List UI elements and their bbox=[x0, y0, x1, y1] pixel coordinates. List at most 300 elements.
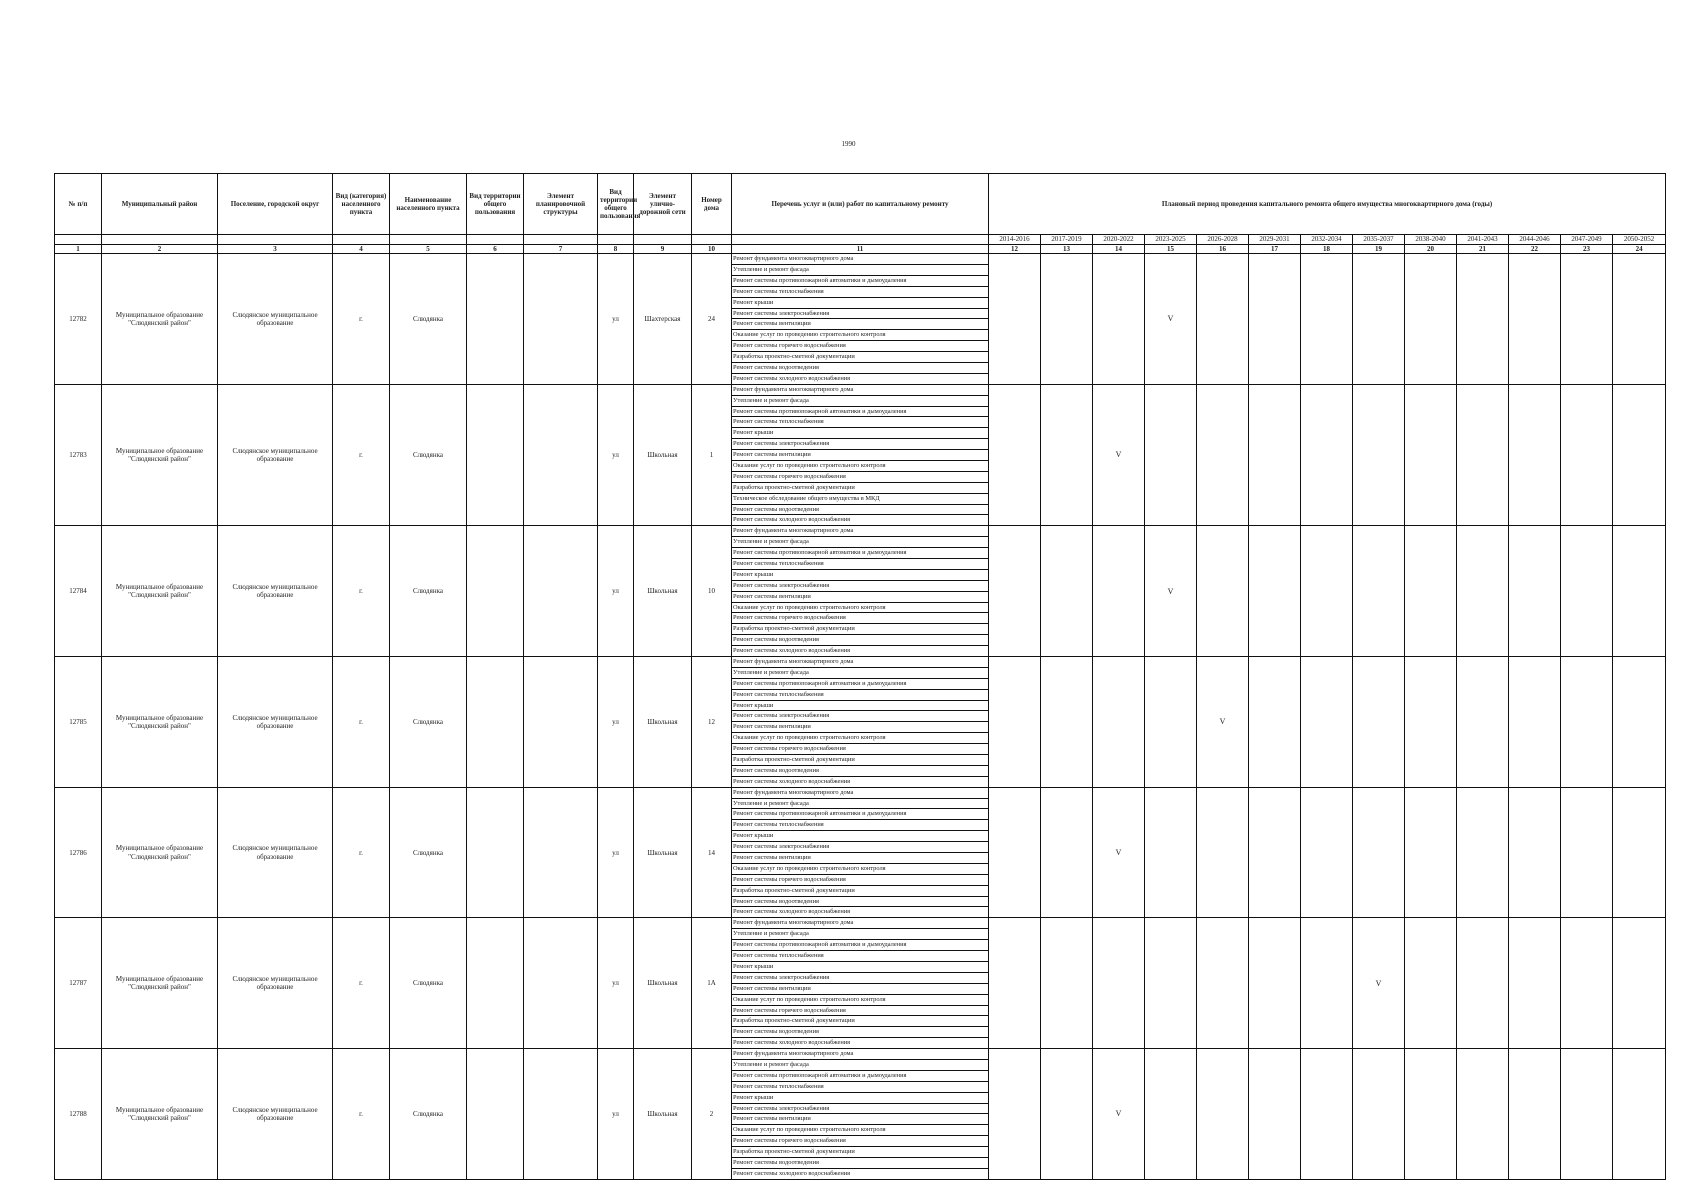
period-cell bbox=[1353, 1049, 1405, 1180]
work-item: Разработка проектно-сметной документации bbox=[732, 1016, 988, 1027]
period-cell bbox=[1249, 657, 1301, 788]
locality-cell: Слюдянка bbox=[390, 1049, 467, 1180]
settlement-cell: Слюдянское муниципальное образование bbox=[218, 787, 333, 918]
period-cell bbox=[1041, 384, 1093, 526]
period-cell bbox=[1301, 384, 1353, 526]
house-number-cell: 2 bbox=[692, 1049, 732, 1180]
work-item: Ремонт крыши bbox=[732, 831, 988, 842]
district-cell: Муниципальное образование "Слюдянский район" bbox=[102, 384, 218, 526]
work-item: Техническое обследование общего имущества в МКД bbox=[732, 494, 988, 505]
work-item: Утепление и ремонт фасада bbox=[732, 265, 988, 276]
period-cell bbox=[1041, 1049, 1093, 1180]
period-cell bbox=[1509, 526, 1561, 657]
work-item: Оказание услуг по проведению строительного контроля bbox=[732, 733, 988, 744]
header-row bbox=[55, 174, 1666, 235]
locality-type-cell: г. bbox=[333, 787, 390, 918]
territory-type-cell bbox=[467, 526, 524, 657]
period-cell bbox=[1509, 787, 1561, 918]
row-number: 12786 bbox=[55, 787, 102, 918]
period-label: 2020-2022 bbox=[1093, 235, 1145, 245]
planning-element-cell bbox=[524, 657, 598, 788]
column-number: 23 bbox=[1561, 245, 1613, 254]
period-cell bbox=[1613, 787, 1666, 918]
work-item: Ремонт системы водоотведения bbox=[732, 1158, 988, 1169]
district-cell: Муниципальное образование "Слюдянский район" bbox=[102, 254, 218, 385]
house-number-cell: 14 bbox=[692, 787, 732, 918]
work-item: Ремонт системы горячего водоснабжения bbox=[732, 1136, 988, 1147]
column-number: 1 bbox=[55, 245, 102, 254]
period-cell bbox=[1457, 384, 1509, 526]
period-cell bbox=[1145, 787, 1197, 918]
locality-cell: Слюдянка bbox=[390, 918, 467, 1049]
period-cell bbox=[1405, 657, 1457, 788]
header-locality: Наименование населенного пункта bbox=[390, 174, 467, 235]
work-item: Ремонт фундамента многоквартирного дома bbox=[732, 526, 988, 537]
work-item: Ремонт системы теплоснабжения bbox=[732, 417, 988, 428]
planning-element-cell bbox=[524, 384, 598, 526]
column-number: 13 bbox=[1041, 245, 1093, 254]
header-num: № п/п bbox=[55, 174, 102, 235]
period-cell bbox=[1457, 657, 1509, 788]
planning-element-cell bbox=[524, 787, 598, 918]
table-row bbox=[55, 657, 1666, 788]
period-cell bbox=[1093, 657, 1145, 788]
work-item: Ремонт системы теплоснабжения bbox=[732, 287, 988, 298]
work-item: Ремонт системы горячего водоснабжения bbox=[732, 613, 988, 624]
period-cell bbox=[1561, 384, 1613, 526]
work-item: Утепление и ремонт фасада bbox=[732, 668, 988, 679]
work-item: Утепление и ремонт фасада bbox=[732, 396, 988, 407]
header-territory-type-2: Вид территории общего пользования bbox=[598, 174, 634, 235]
period-cell bbox=[1405, 384, 1457, 526]
work-item: Ремонт системы теплоснабжения bbox=[732, 951, 988, 962]
table-row bbox=[55, 254, 1666, 385]
row-number: 12787 bbox=[55, 918, 102, 1049]
column-number: 19 bbox=[1353, 245, 1405, 254]
column-number: 6 bbox=[467, 245, 524, 254]
table-row bbox=[55, 384, 1666, 526]
row-number: 12784 bbox=[55, 526, 102, 657]
street-type-cell: ул bbox=[598, 526, 634, 657]
period-mark: V bbox=[1145, 526, 1197, 657]
period-mark: V bbox=[1197, 657, 1249, 788]
work-item: Ремонт крыши bbox=[732, 701, 988, 712]
work-item: Оказание услуг по проведению строительного контроля bbox=[732, 603, 988, 614]
work-item: Разработка проектно-сметной документации bbox=[732, 1147, 988, 1158]
locality-type-cell: г. bbox=[333, 526, 390, 657]
period-cell bbox=[1145, 657, 1197, 788]
territory-type-cell bbox=[467, 918, 524, 1049]
work-item: Ремонт системы вентиляции bbox=[732, 722, 988, 733]
locality-type-cell: г. bbox=[333, 1049, 390, 1180]
work-item: Ремонт фундамента многоквартирного дома bbox=[732, 788, 988, 799]
row-number: 12783 bbox=[55, 384, 102, 526]
period-mark: V bbox=[1093, 787, 1145, 918]
planning-element-cell bbox=[524, 526, 598, 657]
work-item: Ремонт крыши bbox=[732, 962, 988, 973]
period-cell bbox=[989, 526, 1041, 657]
locality-cell: Слюдянка bbox=[390, 526, 467, 657]
locality-cell: Слюдянка bbox=[390, 254, 467, 385]
work-item: Ремонт системы электроснабжения bbox=[732, 711, 988, 722]
period-cell bbox=[1561, 918, 1613, 1049]
period-cell bbox=[1301, 254, 1353, 385]
period-label: 2035-2037 bbox=[1353, 235, 1405, 245]
work-item: Ремонт системы противопожарной автоматики и дымоудаления bbox=[732, 679, 988, 690]
period-cell bbox=[1041, 657, 1093, 788]
column-number: 8 bbox=[598, 245, 634, 254]
period-mark: V bbox=[1093, 1049, 1145, 1180]
street-cell: Школьная bbox=[634, 1049, 692, 1180]
column-numbers-row bbox=[55, 245, 1666, 254]
works-list bbox=[732, 1049, 989, 1180]
period-cell bbox=[1301, 918, 1353, 1049]
work-item: Ремонт системы водоотведения bbox=[732, 766, 988, 777]
period-cell bbox=[1405, 787, 1457, 918]
period-cell bbox=[1353, 526, 1405, 657]
works-list bbox=[732, 918, 989, 1049]
work-item: Ремонт системы горячего водоснабжения bbox=[732, 472, 988, 483]
period-cell bbox=[1561, 254, 1613, 385]
district-cell: Муниципальное образование "Слюдянский район" bbox=[102, 787, 218, 918]
work-item: Ремонт системы вентиляции bbox=[732, 853, 988, 864]
work-item: Ремонт системы водоотведения bbox=[732, 635, 988, 646]
column-number: 2 bbox=[102, 245, 218, 254]
period-cell bbox=[1145, 918, 1197, 1049]
territory-type-cell bbox=[467, 254, 524, 385]
work-item: Ремонт системы холодного водоснабжения bbox=[733, 1169, 851, 1177]
period-cell bbox=[1561, 657, 1613, 788]
column-number: 9 bbox=[634, 245, 692, 254]
column-number: 12 bbox=[989, 245, 1041, 254]
period-cell bbox=[1041, 526, 1093, 657]
column-number: 11 bbox=[732, 245, 989, 254]
work-item: Ремонт системы вентиляции bbox=[732, 592, 988, 603]
header-house: Номер дома bbox=[692, 174, 732, 235]
table-row bbox=[55, 787, 1666, 918]
planning-element-cell bbox=[524, 254, 598, 385]
table-row bbox=[55, 918, 1666, 1049]
work-item: Ремонт системы вентиляции bbox=[732, 984, 988, 995]
period-cell bbox=[1405, 254, 1457, 385]
work-item: Ремонт системы электроснабжения bbox=[732, 439, 988, 450]
work-item: Оказание услуг по проведению строительного контроля bbox=[732, 461, 988, 472]
work-item: Оказание услуг по проведению строительного контроля bbox=[732, 1125, 988, 1136]
district-cell: Муниципальное образование "Слюдянский район" bbox=[102, 918, 218, 1049]
period-cell bbox=[1249, 787, 1301, 918]
territory-type-cell bbox=[467, 1049, 524, 1180]
period-label: 2047-2049 bbox=[1561, 235, 1613, 245]
period-cell bbox=[1457, 918, 1509, 1049]
period-cell bbox=[1197, 384, 1249, 526]
period-cell bbox=[1249, 526, 1301, 657]
period-cell bbox=[1561, 526, 1613, 657]
work-item: Утепление и ремонт фасада bbox=[732, 537, 988, 548]
period-cell bbox=[1197, 526, 1249, 657]
settlement-cell: Слюдянское муниципальное образование bbox=[218, 384, 333, 526]
work-item: Ремонт системы электроснабжения bbox=[732, 1104, 988, 1115]
column-number: 10 bbox=[692, 245, 732, 254]
period-cell bbox=[1353, 657, 1405, 788]
header-periods: Плановый период проведения капитального ремонта общего имущества многоквартирного дома (годы) bbox=[989, 174, 1666, 235]
period-cell bbox=[1509, 384, 1561, 526]
table-row bbox=[55, 1049, 1666, 1180]
period-mark: V bbox=[1353, 918, 1405, 1049]
locality-type-cell: г. bbox=[333, 254, 390, 385]
work-item: Ремонт системы горячего водоснабжения bbox=[732, 341, 988, 352]
column-number: 16 bbox=[1197, 245, 1249, 254]
period-cell bbox=[1509, 1049, 1561, 1180]
work-item: Ремонт системы вентиляции bbox=[732, 1114, 988, 1125]
header-planning-element: Элемент планировочной структуры bbox=[524, 174, 598, 235]
period-cell bbox=[1145, 1049, 1197, 1180]
period-label: 2041-2043 bbox=[1457, 235, 1509, 245]
house-number-cell: 24 bbox=[692, 254, 732, 385]
work-item: Ремонт системы вентиляции bbox=[732, 319, 988, 330]
period-cell bbox=[1197, 787, 1249, 918]
street-cell: Школьная bbox=[634, 657, 692, 788]
period-cell bbox=[1509, 254, 1561, 385]
period-cell bbox=[1249, 1049, 1301, 1180]
work-item: Ремонт системы холодного водоснабжения bbox=[733, 908, 851, 916]
street-type-cell: ул bbox=[598, 254, 634, 385]
street-type-cell: ул bbox=[598, 384, 634, 526]
period-cell bbox=[1249, 384, 1301, 526]
work-item: Ремонт системы водоотведения bbox=[732, 1027, 988, 1038]
column-number: 14 bbox=[1093, 245, 1145, 254]
period-cell bbox=[1249, 254, 1301, 385]
period-cell bbox=[989, 1049, 1041, 1180]
row-number: 12785 bbox=[55, 657, 102, 788]
work-item: Ремонт крыши bbox=[732, 570, 988, 581]
period-cell bbox=[1041, 254, 1093, 385]
header-works: Перечень услуг и (или) работ по капитальному ремонту bbox=[732, 174, 989, 235]
planning-element-cell bbox=[524, 1049, 598, 1180]
settlement-cell: Слюдянское муниципальное образование bbox=[218, 657, 333, 788]
street-type-cell: ул bbox=[598, 787, 634, 918]
period-cell bbox=[1561, 1049, 1613, 1180]
work-item: Ремонт крыши bbox=[732, 1093, 988, 1104]
header-locality-type: Вид (категория) населенного пункта bbox=[333, 174, 390, 235]
period-cell bbox=[1353, 787, 1405, 918]
work-item: Ремонт системы теплоснабжения bbox=[732, 690, 988, 701]
period-cell bbox=[1301, 1049, 1353, 1180]
work-item: Оказание услуг по проведению строительного контроля bbox=[732, 330, 988, 341]
period-cell bbox=[1405, 526, 1457, 657]
locality-type-cell: г. bbox=[333, 918, 390, 1049]
work-item: Разработка проектно-сметной документации bbox=[732, 352, 988, 363]
period-cell bbox=[1613, 254, 1666, 385]
period-cell bbox=[1353, 254, 1405, 385]
period-label: 2038-2040 bbox=[1405, 235, 1457, 245]
period-cell bbox=[1613, 918, 1666, 1049]
work-item: Ремонт системы горячего водоснабжения bbox=[732, 1006, 988, 1017]
street-cell: Школьная bbox=[634, 384, 692, 526]
works-list bbox=[732, 254, 989, 385]
period-label: 2017-2019 bbox=[1041, 235, 1093, 245]
work-item: Ремонт системы противопожарной автоматики и дымоудаления bbox=[732, 940, 988, 951]
period-cell bbox=[1353, 384, 1405, 526]
period-label: 2032-2034 bbox=[1301, 235, 1353, 245]
work-item: Ремонт системы холодного водоснабжения bbox=[733, 777, 851, 785]
work-item: Ремонт системы противопожарной автоматики и дымоудаления bbox=[732, 407, 988, 418]
work-item: Разработка проектно-сметной документации bbox=[732, 886, 988, 897]
period-cell bbox=[1509, 657, 1561, 788]
locality-cell: Слюдянка bbox=[390, 787, 467, 918]
period-cell bbox=[1457, 1049, 1509, 1180]
column-number: 7 bbox=[524, 245, 598, 254]
work-item: Утепление и ремонт фасада bbox=[732, 929, 988, 940]
capital-repair-table bbox=[54, 173, 1666, 1180]
works-list bbox=[732, 787, 989, 918]
work-item: Разработка проектно-сметной документации bbox=[732, 755, 988, 766]
work-item: Разработка проектно-сметной документации bbox=[732, 624, 988, 635]
period-cell bbox=[1301, 657, 1353, 788]
column-number: 17 bbox=[1249, 245, 1301, 254]
work-item: Ремонт системы противопожарной автоматики и дымоудаления bbox=[732, 1071, 988, 1082]
period-cell bbox=[1457, 254, 1509, 385]
district-cell: Муниципальное образование "Слюдянский район" bbox=[102, 1049, 218, 1180]
period-label: 2044-2046 bbox=[1509, 235, 1561, 245]
column-number: 21 bbox=[1457, 245, 1509, 254]
period-cell bbox=[1405, 1049, 1457, 1180]
house-number-cell: 1 bbox=[692, 384, 732, 526]
planning-element-cell bbox=[524, 918, 598, 1049]
period-cell bbox=[1613, 657, 1666, 788]
table-row bbox=[55, 526, 1666, 657]
settlement-cell: Слюдянское муниципальное образование bbox=[218, 254, 333, 385]
column-number: 22 bbox=[1509, 245, 1561, 254]
periods-row bbox=[55, 235, 1666, 245]
period-cell bbox=[1041, 787, 1093, 918]
works-list bbox=[732, 384, 989, 526]
work-item: Ремонт системы холодного водоснабжения bbox=[733, 374, 851, 382]
period-cell bbox=[1613, 1049, 1666, 1180]
work-item: Ремонт фундамента многоквартирного дома bbox=[732, 1049, 988, 1060]
period-label: 2050-2052 bbox=[1613, 235, 1666, 245]
street-type-cell: ул bbox=[598, 1049, 634, 1180]
column-number: 5 bbox=[390, 245, 467, 254]
period-cell bbox=[1457, 787, 1509, 918]
period-cell bbox=[1197, 254, 1249, 385]
row-number: 12788 bbox=[55, 1049, 102, 1180]
period-label: 2014-2016 bbox=[989, 235, 1041, 245]
period-cell bbox=[1093, 254, 1145, 385]
period-cell bbox=[1041, 918, 1093, 1049]
period-cell bbox=[1197, 918, 1249, 1049]
column-number: 3 bbox=[218, 245, 333, 254]
works-list bbox=[732, 526, 989, 657]
work-item: Ремонт крыши bbox=[732, 428, 988, 439]
column-number: 18 bbox=[1301, 245, 1353, 254]
period-cell bbox=[1093, 918, 1145, 1049]
work-item: Оказание услуг по проведению строительного контроля bbox=[732, 864, 988, 875]
territory-type-cell bbox=[467, 787, 524, 918]
column-number: 20 bbox=[1405, 245, 1457, 254]
period-cell bbox=[989, 787, 1041, 918]
period-cell bbox=[1613, 384, 1666, 526]
work-item: Ремонт системы вентиляции bbox=[732, 450, 988, 461]
work-item: Ремонт системы электроснабжения bbox=[732, 973, 988, 984]
street-cell: Школьная bbox=[634, 526, 692, 657]
work-item: Ремонт системы теплоснабжения bbox=[732, 1082, 988, 1093]
period-label: 2026-2028 bbox=[1197, 235, 1249, 245]
period-cell bbox=[1145, 384, 1197, 526]
settlement-cell: Слюдянское муниципальное образование bbox=[218, 1049, 333, 1180]
work-item: Ремонт системы водоотведения bbox=[732, 363, 988, 374]
period-cell bbox=[1457, 526, 1509, 657]
work-item: Ремонт системы холодного водоснабжения bbox=[733, 647, 851, 655]
work-item: Утепление и ремонт фасада bbox=[732, 1060, 988, 1071]
work-item: Ремонт системы водоотведения bbox=[732, 505, 988, 516]
work-item: Ремонт системы электроснабжения bbox=[732, 309, 988, 320]
house-number-cell: 12 bbox=[692, 657, 732, 788]
work-item: Ремонт системы холодного водоснабжения bbox=[733, 516, 851, 524]
street-cell: Школьная bbox=[634, 787, 692, 918]
period-cell bbox=[989, 657, 1041, 788]
work-item: Ремонт системы электроснабжения bbox=[732, 842, 988, 853]
work-item: Ремонт фундамента многоквартирного дома bbox=[732, 254, 988, 265]
work-item: Оказание услуг по проведению строительного контроля bbox=[732, 995, 988, 1006]
district-cell: Муниципальное образование "Слюдянский район" bbox=[102, 657, 218, 788]
table-body bbox=[55, 254, 1666, 1180]
street-cell: Школьная bbox=[634, 918, 692, 1049]
header-settlement: Поселение, городской округ bbox=[218, 174, 333, 235]
period-cell bbox=[1561, 787, 1613, 918]
work-item: Ремонт системы противопожарной автоматики и дымоудаления bbox=[732, 276, 988, 287]
house-number-cell: 10 bbox=[692, 526, 732, 657]
header-territory-type: Вид территории общего пользования bbox=[467, 174, 524, 235]
period-cell bbox=[1301, 526, 1353, 657]
work-item: Ремонт фундамента многоквартирного дома bbox=[732, 918, 988, 929]
row-number: 12782 bbox=[55, 254, 102, 385]
work-item: Ремонт системы противопожарной автоматики и дымоудаления bbox=[732, 809, 988, 820]
territory-type-cell bbox=[467, 384, 524, 526]
work-item: Ремонт системы водоотведения bbox=[732, 897, 988, 908]
period-cell bbox=[989, 254, 1041, 385]
locality-type-cell: г. bbox=[333, 657, 390, 788]
header-district: Муниципальный район bbox=[102, 174, 218, 235]
work-item: Ремонт системы противопожарной автоматики и дымоудаления bbox=[732, 548, 988, 559]
period-label: 2029-2031 bbox=[1249, 235, 1301, 245]
work-item: Ремонт системы холодного водоснабжения bbox=[733, 1039, 851, 1047]
house-number-cell: 1А bbox=[692, 918, 732, 1049]
works-list bbox=[732, 657, 989, 788]
column-number: 24 bbox=[1613, 245, 1666, 254]
street-type-cell: ул bbox=[598, 918, 634, 1049]
locality-type-cell: г. bbox=[333, 384, 390, 526]
period-cell bbox=[1197, 1049, 1249, 1180]
work-item: Ремонт системы теплоснабжения bbox=[732, 559, 988, 570]
period-cell bbox=[989, 918, 1041, 1049]
period-cell bbox=[1093, 526, 1145, 657]
column-number: 4 bbox=[333, 245, 390, 254]
work-item: Ремонт системы горячего водоснабжения bbox=[732, 875, 988, 886]
period-cell bbox=[1613, 526, 1666, 657]
locality-cell: Слюдянка bbox=[390, 384, 467, 526]
period-cell bbox=[1509, 918, 1561, 1049]
period-cell bbox=[989, 384, 1041, 526]
settlement-cell: Слюдянское муниципальное образование bbox=[218, 918, 333, 1049]
work-item: Ремонт фундамента многоквартирного дома bbox=[732, 657, 988, 668]
period-mark: V bbox=[1145, 254, 1197, 385]
period-mark: V bbox=[1093, 384, 1145, 526]
settlement-cell: Слюдянское муниципальное образование bbox=[218, 526, 333, 657]
work-item: Ремонт системы электроснабжения bbox=[732, 581, 988, 592]
header-street-element: Элемент улично-дорожной сети bbox=[634, 174, 692, 235]
locality-cell: Слюдянка bbox=[390, 657, 467, 788]
district-cell: Муниципальное образование "Слюдянский район" bbox=[102, 526, 218, 657]
